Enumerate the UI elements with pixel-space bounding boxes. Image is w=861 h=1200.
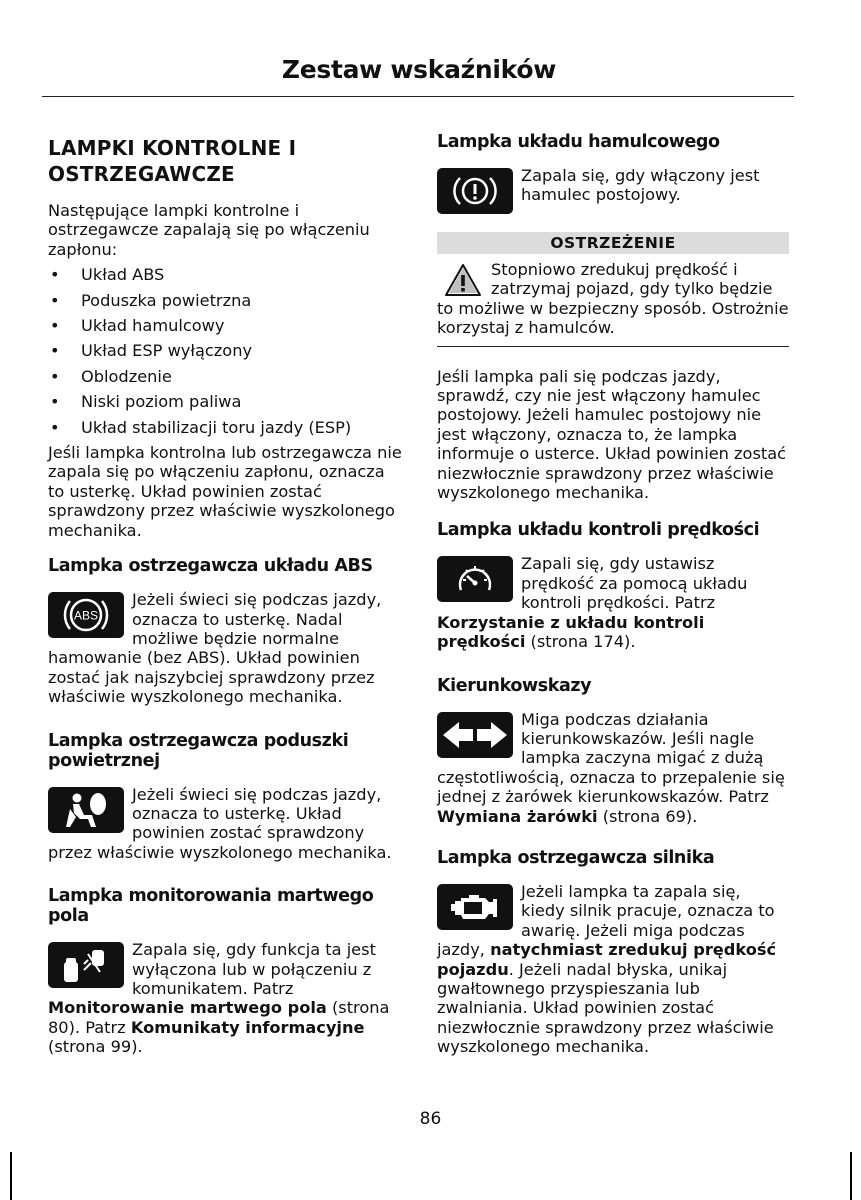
section-heading: LAMPKI KONTROLNE I OSTRZEGAWCZE <box>48 136 297 186</box>
turn-signal-heading: Kierunkowskazy <box>437 675 592 696</box>
speedometer-icon <box>437 556 513 602</box>
engine-heading: Lampka ostrzegawcza silnika <box>437 847 715 868</box>
engine-bold-instruction: natychmiast zredukuj prędkość pojazdu <box>437 940 777 979</box>
title-rule <box>42 96 794 97</box>
turn-signal-section <box>437 676 789 826</box>
blind-spot-text: Zapala się, gdy funkcja ta jest wyłączona lub w połączeniu z komunikatem. Patrz Monitorowanie martwego pola (strona 80). Patrz Komunikaty informacyjne (strona 99). <box>48 940 390 1057</box>
turn-signal-arrows-icon <box>437 712 513 758</box>
indicator-list <box>48 265 403 437</box>
airbag-text: Jeżeli świeci się podczas jazdy, oznacza to usterkę. Układ powinien zostać sprawdzony przez właściwie wyszkolonego mechanika. <box>48 784 392 862</box>
cruise-text: Zapali się, gdy ustawisz prędkość za pomocą układu kontroli prędkości. Patrz Korzystanie z układu kontroli prędkości (strona 174). <box>437 554 748 652</box>
list-item: • Układ stabilizacji toru jazdy (ESP) <box>50 417 352 437</box>
warning-text: Stopniowo zredukuj prędkość i zatrzymaj pojazd, gdy tylko będzie to możliwe w bezpieczny sposób. Ostrożnie korzystaj z hamulców. <box>437 260 789 338</box>
engine-icon <box>437 884 513 930</box>
right-column <box>437 132 789 1057</box>
list-item: • Niski poziom paliwa <box>50 392 242 412</box>
brake-after-text: Jeśli lampka pali się podczas jazdy, sprawdź, czy nie jest włączony hamulec postojowy. Jeżeli hamulec postojowy nie jest włączony, oznacza to, że lampka informuje o usterce. Układ powinien zostać niezwłocznie sprawdzony przez właściwie wyszkolonego mechanika. <box>437 366 787 503</box>
engine-text: Jeżeli lampka ta zapala się, kiedy silnik pracuje, oznacza to awarię. Jeżeli miga podczas jazdy, natychmiast zredukuj prędkość pojazdu. Jeżeli nadal błyska, unikaj gwałtownego przyspieszania lub zwalniania. Układ powinien zostać niezwłocznie sprawdzony przez właściwie wyszkolonego mechanika. <box>437 881 777 1057</box>
abs-heading: Lampka ostrzegawcza układu ABS <box>48 556 373 577</box>
abs-warning-icon <box>48 592 124 638</box>
warning-box <box>437 254 789 347</box>
blind-spot-section <box>48 886 403 1056</box>
blind-spot-icon <box>48 942 124 988</box>
abs-text: Jeżeli świeci się podczas jazdy, oznacza to usterkę. Nadal możliwe będzie normalne hamowanie (bez ABS). Układ powinien zostać jak najszybciej sprawdzony przez właściwie wyszkolonego mechanika. <box>48 590 382 707</box>
cruise-control-link[interactable]: Korzystanie z układu kontroli prędkości <box>437 612 705 652</box>
airbag-icon <box>48 787 124 833</box>
crop-mark <box>850 1152 852 1200</box>
list-item: • Oblodzenie <box>50 366 172 386</box>
info-messages-link[interactable]: Komunikaty informacyjne <box>130 1017 365 1037</box>
page-number: 86 <box>419 1109 442 1129</box>
turn-signal-text: Miga podczas działania kierunkowskazów. Jeśli nagle lampka zaczyna migać z dużą częstotliwością, oznacza to przepalenie się jednej z żarówek kierunkowskazów. Patrz Wymiana żarówki (strona 69). <box>437 709 785 826</box>
brake-section <box>437 132 789 502</box>
list-item: • Układ ABS <box>50 265 165 285</box>
engine-section <box>437 848 789 1057</box>
brake-text: Zapala się, gdy włączony jest hamulec postojowy. <box>521 166 760 205</box>
warning-label: OSTRZEŻENIE <box>437 232 789 254</box>
airbag-section <box>48 731 403 863</box>
intro-text: Następujące lampki kontrolne i ostrzegawcze zapalają się po włączeniu zapłonu: <box>48 201 370 259</box>
airbag-heading: Lampka ostrzegawcza poduszki powietrznej <box>48 730 349 771</box>
blind-spot-heading: Lampka monitorowania martwego pola <box>48 886 374 927</box>
brake-heading: Lampka układu hamulcowego <box>437 132 720 152</box>
left-column <box>48 135 403 1057</box>
svg-text:ABS: ABS <box>73 608 99 623</box>
warning-triangle-icon <box>443 262 483 298</box>
cruise-section <box>437 520 789 651</box>
page-title: Zestaw wskaźników <box>281 55 556 84</box>
cruise-heading: Lampka układu kontroli prędkości <box>437 520 760 541</box>
abs-section <box>48 556 403 706</box>
crop-mark <box>10 1152 12 1200</box>
bulb-replacement-link[interactable]: Wymiana żarówki <box>437 806 598 826</box>
outro-text: Jeśli lampka kontrolna lub ostrzegawcza nie zapala się po włączeniu zapłonu, oznacza to usterkę. Układ powinien zostać sprawdzony przez właściwie wyszkolonego mechanika. <box>48 443 402 540</box>
blind-spot-link[interactable]: Monitorowanie martwego pola <box>48 998 327 1018</box>
list-item: • Układ hamulcowy <box>50 316 225 336</box>
list-item: • Poduszka powietrzna <box>50 290 252 310</box>
list-item: • Układ ESP wyłączony <box>50 341 253 361</box>
parking-brake-icon <box>437 168 513 214</box>
